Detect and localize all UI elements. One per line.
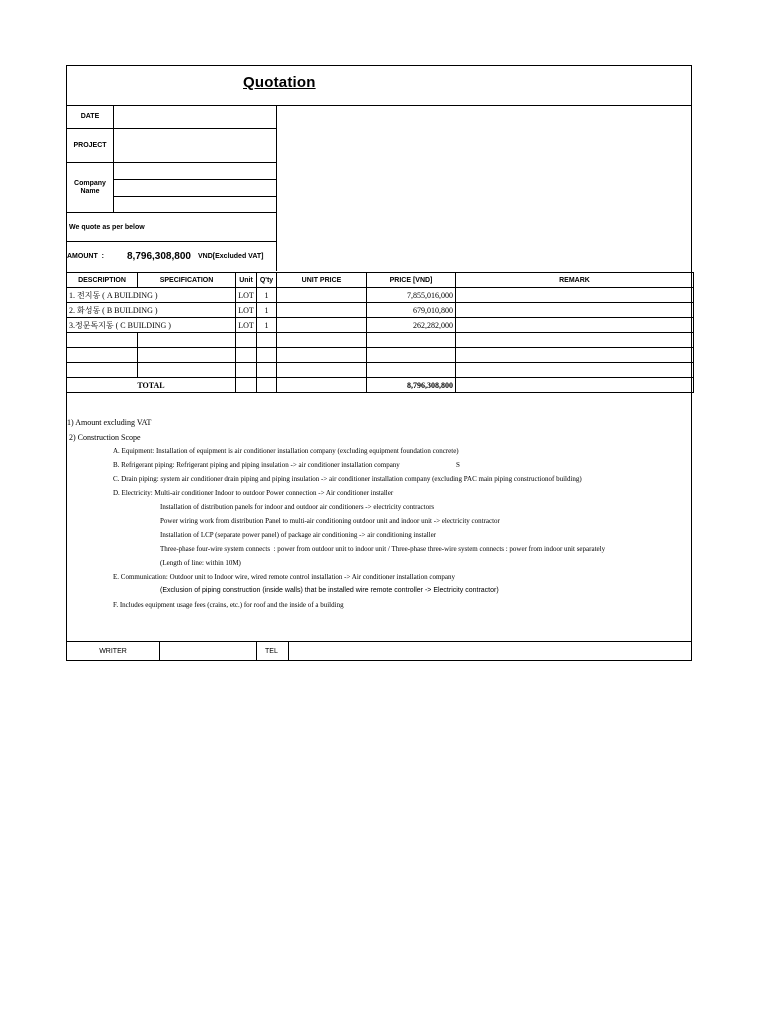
cell-unit — [236, 348, 257, 363]
cell-remark — [456, 288, 694, 303]
footer-row — [67, 641, 691, 661]
tel-field[interactable] — [289, 642, 691, 661]
note-d1: Installation of distribution panels for indoor and outdoor air conditioners -> electricity contractors — [160, 503, 435, 511]
note-b-extra: S — [456, 461, 460, 469]
cell-unit-price — [277, 333, 367, 348]
cell-remark — [456, 363, 694, 378]
table-row — [67, 288, 694, 303]
col-specification: SPECIFICATION — [138, 273, 236, 288]
note-d3: Installation of LCP (separate power panel) of package air conditioning -> air conditioning installer — [160, 531, 437, 539]
cell-unit-price — [277, 348, 367, 363]
note-scope-heading: 2) Construction Scope — [69, 433, 141, 442]
project-label: PROJECT — [67, 129, 114, 162]
table-row — [67, 318, 694, 333]
cell-price: 7,855,016,000 — [367, 288, 456, 303]
cell-qty — [257, 348, 277, 363]
writer-field[interactable] — [159, 642, 257, 661]
total-row — [67, 378, 694, 393]
cell-description: 1. 전지동 ( A BUILDING ) — [67, 288, 236, 303]
note-a: A. Equipment: Installation of equipment is air conditioner installation company (excluding equipment foundation concrete) — [113, 447, 459, 455]
tel-label: TEL — [256, 642, 289, 661]
date-row — [67, 106, 277, 129]
note-vat: 1) Amount excluding VAT — [67, 418, 152, 427]
total-value: 8,796,308,800 — [367, 378, 456, 393]
amount-row — [67, 242, 277, 271]
company-field[interactable] — [113, 163, 277, 212]
company-divider — [113, 196, 277, 197]
col-qty: Q'ty — [257, 273, 277, 288]
cell-description — [67, 333, 138, 348]
cell-qty: 1 — [257, 303, 277, 318]
cell-unit-price — [277, 318, 367, 333]
note-e: E. Communication: Outdoor unit to Indoor wire, wired remote control installation -> Air conditioner installation company — [113, 573, 456, 581]
cell-unit: LOT — [236, 303, 257, 318]
amount-label: AMOUNT : — [67, 253, 104, 260]
company-row — [67, 163, 277, 213]
cell-unit-price — [277, 303, 367, 318]
quote-row — [67, 213, 277, 242]
note-f: F. Includes equipment usage fees (crains, etc.) for roof and the inside of a building — [113, 601, 344, 609]
cell-remark — [456, 318, 694, 333]
project-row — [67, 129, 277, 163]
cell-price — [367, 363, 456, 378]
amount-note: VND[Excluded VAT] — [198, 253, 264, 260]
cell-unit: LOT — [236, 288, 257, 303]
cell-specification — [138, 348, 236, 363]
cell-remark — [456, 303, 694, 318]
cell-specification — [138, 333, 236, 348]
title-row — [67, 66, 691, 106]
note-d: D. Electricity: Multi-air conditioner Indoor to outdoor Power connection -> Air conditioner installer — [113, 489, 394, 497]
quotation-sheet — [66, 65, 692, 661]
cell-unit-price — [277, 363, 367, 378]
cell-unit — [236, 378, 257, 393]
quote-text: We quote as per below — [69, 223, 145, 231]
company-label — [67, 163, 114, 212]
col-description: DESCRIPTION — [67, 273, 138, 288]
col-price: PRICE [VND] — [367, 273, 456, 288]
table-header-row — [67, 273, 694, 288]
note-c: C. Drain piping: system air conditioner drain piping and piping insulation -> air conditioner installation company (excluding PAC main piping constructionof building) — [113, 475, 582, 483]
cell-remark — [456, 378, 694, 393]
cell-unit — [236, 363, 257, 378]
note-e1: (Exclusion of piping construction (inside walls) that be installed wire remote controller -> Electricity contractor) — [160, 587, 499, 594]
cell-specification — [138, 363, 236, 378]
table-row — [67, 363, 694, 378]
date-label: DATE — [67, 106, 114, 128]
table-row — [67, 333, 694, 348]
cell-qty — [257, 363, 277, 378]
cell-qty: 1 — [257, 318, 277, 333]
cell-price: 262,282,000 — [367, 318, 456, 333]
table-row — [67, 348, 694, 363]
page-title: Quotation — [243, 74, 316, 91]
cell-description — [67, 348, 138, 363]
cell-description: 3.정문독지동 ( C BUILDING ) — [67, 318, 236, 333]
total-label: TOTAL — [67, 378, 236, 393]
col-remark: REMARK — [456, 273, 694, 288]
cell-unit-price — [277, 378, 367, 393]
note-d2: Power wiring work from distribution Panel to multi-air conditioning outdoor unit and indoor unit -> electricity contractor — [160, 517, 500, 525]
cell-description: 2. 화성동 ( B BUILDING ) — [67, 303, 236, 318]
note-b: B. Refrigerant piping: Refrigerant piping and piping insulation -> air conditioner installation company — [113, 461, 400, 469]
cell-unit-price — [277, 288, 367, 303]
writer-label: WRITER — [67, 642, 160, 661]
note-d5: (Length of line: within 10M) — [160, 559, 241, 567]
cell-qty — [257, 333, 277, 348]
cell-unit: LOT — [236, 318, 257, 333]
info-block — [67, 106, 277, 271]
amount-value: 8,796,308,800 — [127, 251, 191, 262]
cell-remark — [456, 333, 694, 348]
cell-unit — [236, 333, 257, 348]
col-unit: Unit — [236, 273, 257, 288]
company-label-line-2: Name — [80, 187, 100, 195]
note-d4: Three-phase four-wire system connects : power from outdoor unit to indoor unit / Three-phase three-wire system connects : power from indoor unit separately — [160, 545, 606, 553]
date-field[interactable] — [113, 106, 277, 128]
col-unit-price: UNIT PRICE — [277, 273, 367, 288]
cell-price — [367, 333, 456, 348]
company-label-line-1: Company — [74, 179, 106, 187]
cell-description — [67, 363, 138, 378]
cell-qty — [257, 378, 277, 393]
cell-price — [367, 348, 456, 363]
cell-remark — [456, 348, 694, 363]
cell-qty: 1 — [257, 288, 277, 303]
cell-price: 679,010,800 — [367, 303, 456, 318]
project-field[interactable] — [113, 129, 277, 162]
items-table — [66, 272, 694, 393]
company-divider — [113, 179, 277, 180]
table-row — [67, 303, 694, 318]
